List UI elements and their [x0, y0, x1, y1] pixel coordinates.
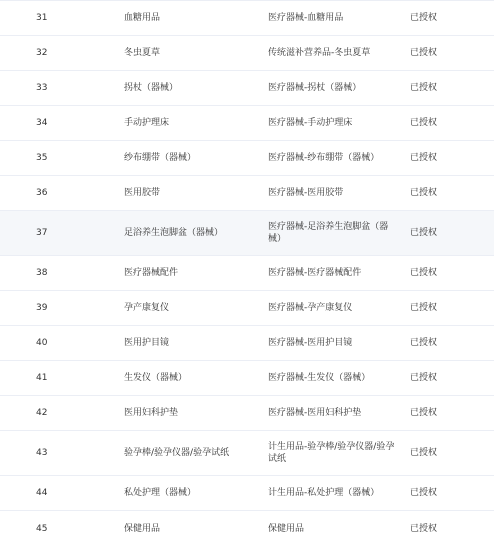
status-badge: 已授权 [410, 118, 438, 128]
table-row [0, 291, 494, 326]
item-category: 医疗器械-医疗器械配件 [268, 268, 362, 278]
item-category: 医疗器械-纱布绷带（器械） [268, 153, 380, 163]
status-badge: 已授权 [410, 373, 438, 383]
table-row-hovered [0, 211, 494, 256]
status-badge: 已授权 [410, 488, 438, 498]
row-number: 32 [36, 48, 48, 58]
table-row [0, 511, 494, 546]
item-category: 计生用品-私处护理（器械） [268, 488, 380, 498]
table-row [0, 106, 494, 141]
status-badge: 已授权 [410, 153, 438, 163]
row-number: 37 [36, 228, 48, 238]
table-row [0, 176, 494, 211]
status-badge: 已授权 [410, 48, 438, 58]
row-number: 42 [36, 408, 48, 418]
status-badge: 已授权 [410, 448, 438, 458]
item-category: 医疗器械-医用护目镜 [268, 338, 353, 348]
item-name: 医用妇科护垫 [124, 408, 179, 418]
item-name: 验孕棒/验孕仪器/验孕试纸 [124, 448, 230, 458]
item-category: 医疗器械-医用妇科护垫 [268, 408, 362, 418]
item-name: 足浴养生泡脚盆（器械） [124, 228, 224, 238]
item-name: 医用胶带 [124, 188, 161, 198]
status-badge: 已授权 [410, 188, 438, 198]
item-category: 传统滋补营养品-冬虫夏草 [268, 48, 371, 58]
item-category: 计生用品-验孕棒/验孕仪器/验孕试纸 [268, 442, 395, 464]
row-number: 31 [36, 13, 48, 23]
table-row [0, 396, 494, 431]
table-row [0, 1, 494, 36]
row-number: 34 [36, 118, 48, 128]
item-name: 保健用品 [124, 523, 161, 534]
item-name: 医用护目镜 [124, 338, 170, 348]
item-category: 医疗器械-手动护理床 [268, 118, 353, 128]
item-category: 医疗器械-医用胶带 [268, 188, 344, 198]
table-row [0, 476, 494, 511]
item-category: 保健用品 [268, 523, 305, 534]
table-row [0, 361, 494, 396]
item-name: 医疗器械配件 [124, 268, 179, 278]
table-row [0, 141, 494, 176]
item-name: 生发仪（器械） [124, 373, 188, 383]
item-category: 医疗器械-血糖用品 [268, 13, 344, 23]
row-number: 39 [36, 303, 48, 313]
row-number: 43 [36, 448, 48, 458]
item-name: 冬虫夏草 [124, 48, 161, 58]
status-badge: 已授权 [410, 83, 438, 93]
row-number: 38 [36, 268, 48, 278]
item-category: 医疗器械-拐杖（器械） [268, 83, 362, 93]
row-number: 36 [36, 188, 48, 198]
table-row [0, 36, 494, 71]
table-row [0, 256, 494, 291]
table-row [0, 326, 494, 361]
status-badge: 已授权 [410, 303, 438, 313]
status-badge: 已授权 [410, 228, 438, 238]
item-category: 医疗器械-足浴养生泡脚盆（器械） [268, 222, 389, 244]
item-name: 纱布绷带（器械） [124, 153, 197, 163]
status-badge: 已授权 [410, 268, 438, 278]
status-badge: 已授权 [410, 13, 438, 23]
item-name: 私处护理（器械） [124, 488, 197, 498]
status-badge: 已授权 [410, 523, 438, 534]
table-row [0, 71, 494, 106]
row-number: 35 [36, 153, 48, 163]
row-number: 44 [36, 488, 48, 498]
row-number: 40 [36, 338, 48, 348]
table-row [0, 431, 494, 476]
row-number: 33 [36, 83, 48, 93]
item-name: 拐杖（器械） [124, 83, 179, 93]
row-number: 45 [36, 523, 48, 534]
status-badge: 已授权 [410, 408, 438, 418]
item-name: 血糖用品 [124, 13, 161, 23]
item-category: 医疗器械-生发仪（器械） [268, 373, 371, 383]
item-name: 手动护理床 [124, 118, 170, 128]
item-name: 孕产康复仪 [124, 303, 170, 313]
status-badge: 已授权 [410, 338, 438, 348]
item-category: 医疗器械-孕产康复仪 [268, 303, 353, 313]
row-number: 41 [36, 373, 48, 383]
